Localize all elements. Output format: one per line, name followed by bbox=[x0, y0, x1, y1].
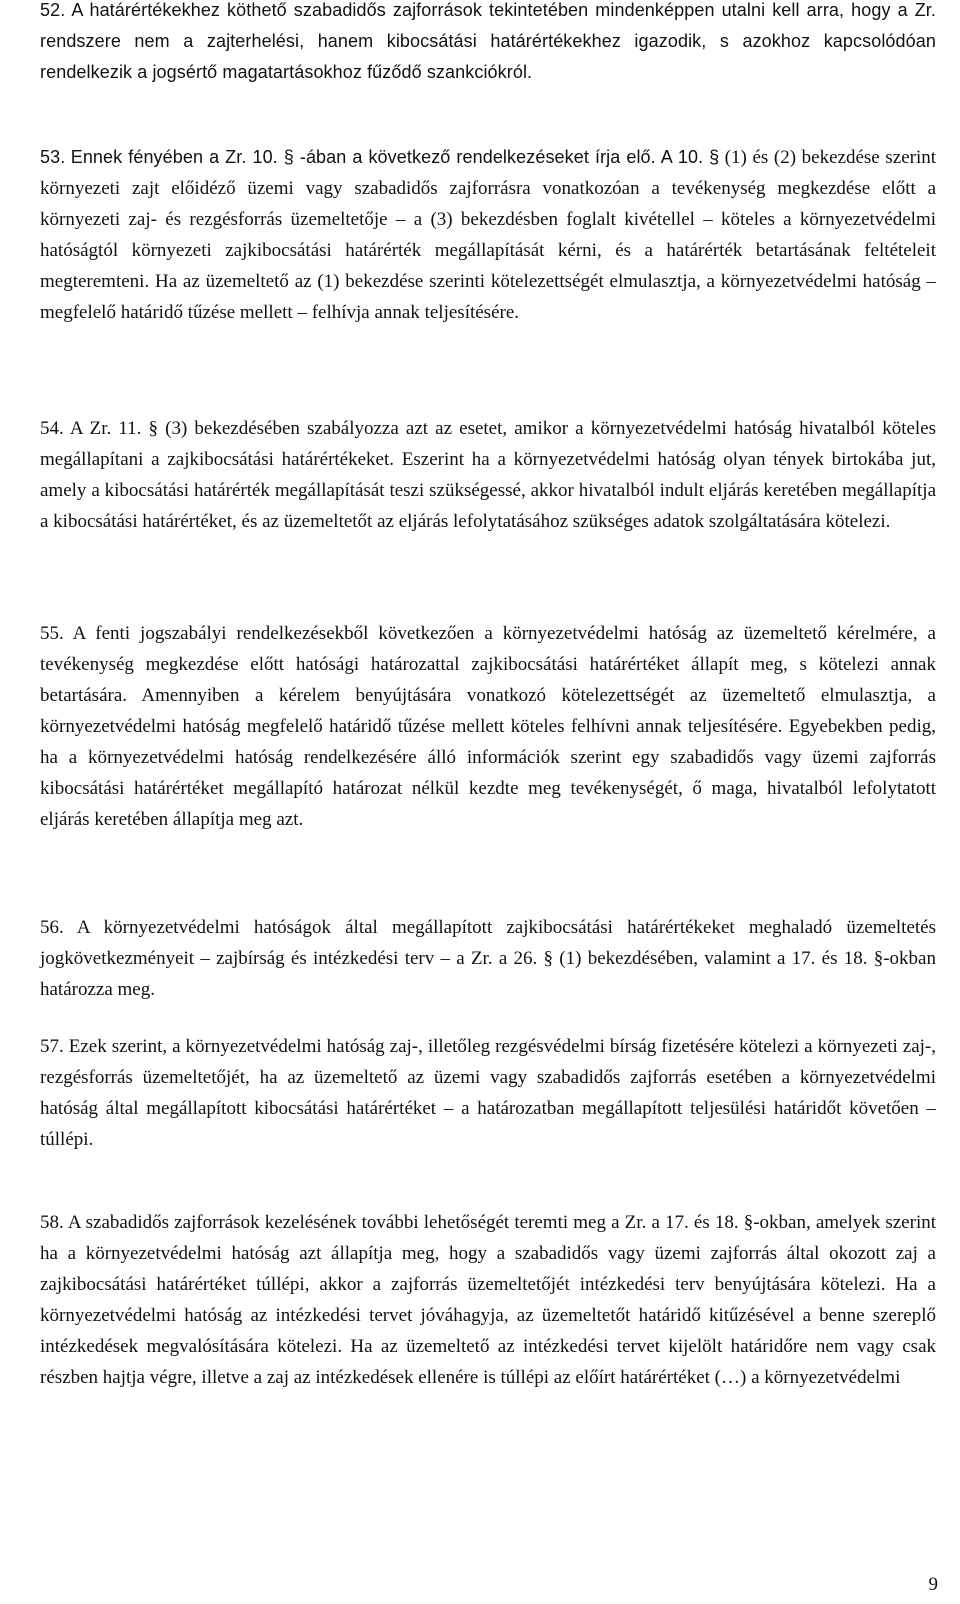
paragraph-text: A fenti jogszabályi rendelkezésekből következően a környezetvédelmi hatóság az üzemeltető kérelmére, a tevékenység megkezdése előtt hatósági határozattal zajkibocsátási határértéket állapít meg, s kötelezi annak betartására. Amennyiben a kérelem benyújtására vonatkozó kötelezettségét az üzemeltető elmulasztja, a környezetvédelmi hatóság megfelelő határidő tűzése mellett köteles felhívni annak teljesítésére. Egyebekben pedig, ha a környezetvédelmi hatóság rendelkezésére álló információk szerint egy szabadidős vagy üzemi zajforrás kibocsátási határértéket megállapító határozat nélkül kezdte meg tevékenységét, ő maga, hivatalból lefolytatott eljárás keretében állapítja meg azt. bbox=[40, 623, 936, 830]
paragraph-number: 58. bbox=[40, 1212, 64, 1233]
page-number: 9 bbox=[928, 1574, 938, 1595]
paragraph-56 bbox=[40, 912, 936, 1005]
paragraph-52 bbox=[40, 0, 936, 88]
paragraph-number: 53. bbox=[40, 147, 66, 167]
paragraph-53 bbox=[40, 142, 936, 328]
paragraph-number: 55. bbox=[40, 623, 64, 644]
paragraph-text: Ezek szerint, a környezetvédelmi hatóság zaj-, illetőleg rezgésvédelmi bírság fizetésére kötelezi a környezeti zaj-, rezgésforrás üzemeltetőjét, ha az üzemeltető az üzemi vagy szabadidős zajforrás esetében a környezetvédelmi hatóság által megállapított kibocsátási határértéket – a határozatban megállapított teljesülési határidőt követően – túllépi. bbox=[40, 1036, 936, 1150]
paragraph-text: A szabadidős zajforrások kezelésének további lehetőségét teremti meg a Zr. a 17. és 18. §-okban, amelyek szerint ha a környezetvédelmi hatóság azt állapítja meg, hogy a szabadidős vagy üzemi zajforrás által okozott zaj a zajkibocsátási határértéket túllépi, akkor a zajforrás üzemeltetőjét intézkedési terv benyújtására kötelezi. Ha a környezetvédelmi hatóság az intézkedési tervet jóváhagyja, az üzemeltetőt határidő kitűzésével a benne szereplő intézkedések megvalósítására kötelezi. Ha az üzemeltető az intézkedési tervet kijelölt határidőre nem vagy csak részben hajtja végre, illetve a zaj az intézkedések ellenére is túllépi az előírt határértéket (…) a környezetvédelmi bbox=[40, 1212, 936, 1388]
paragraph-number: 56. bbox=[40, 917, 64, 938]
paragraph-57 bbox=[40, 1031, 936, 1155]
paragraph-text-sans: Ennek fényében a Zr. 10. § -ában a következő rendelkezéseket írja elő. A 10. § bbox=[70, 147, 720, 167]
paragraph-54 bbox=[40, 413, 936, 537]
paragraph-55 bbox=[40, 618, 936, 835]
paragraph-58 bbox=[40, 1207, 936, 1393]
paragraph-text-serif: (1) és (2) bekezdése szerint környezeti zajt előidéző üzemi vagy szabadidős zajforrásra vonatkozóan a tevékenység megkezdése előtt a környezeti zaj- és rezgésforrás üzemeltetője – a (3) bekezdésben foglalt kivétellel – köteles a környezetvédelmi hatóságtól környezeti zajkibocsátási határérték megállapítását kérni, és a határérték betartásának feltételeit megteremteni. Ha az üzemeltető az (1) bekezdése szerinti kötelezettségét elmulasztja, a környezetvédelmi hatóság – megfelelő határidő tűzése mellett – felhívja annak teljesítésére. bbox=[40, 147, 937, 323]
paragraph-number: 52. bbox=[40, 0, 66, 20]
paragraph-text: A határértékekhez köthető szabadidős zajforrások tekintetében mindenképpen utalni kell arra, hogy a Zr. rendszere nem a zajterhelési, hanem kibocsátási határértékekhez igazodik, s azokhoz kapcsolódóan rendelkezik a jogsértő magatartásokhoz fűződő szankciókról. bbox=[40, 0, 936, 82]
paragraph-number: 57. bbox=[40, 1036, 64, 1057]
paragraph-text: A Zr. 11. § (3) bekezdésében szabályozza azt az esetet, amikor a környezetvédelmi hatóság hivatalból köteles megállapítani a zajkibocsátási határértékeket. Eszerint ha a környezetvédelmi hatóság olyan tények birtokába jut, amely a kibocsátási határérték megállapítását teszi szükségessé, akkor hivatalból indult eljárás keretében megállapítja a kibocsátási határértéket, és az üzemeltetőt az eljárás lefolytatásához szükséges adatok szolgáltatására kötelezi. bbox=[40, 418, 937, 532]
paragraph-text: A környezetvédelmi hatóságok által megállapított zajkibocsátási határértékeket meghaladó üzemeltetés jogkövetkezményeit – zajbírság és intézkedési terv – a Zr. a 26. § (1) bekezdésében, valamint a 17. és 18. §-okban határozza meg. bbox=[40, 917, 937, 1000]
paragraph-number: 54. bbox=[40, 418, 64, 439]
